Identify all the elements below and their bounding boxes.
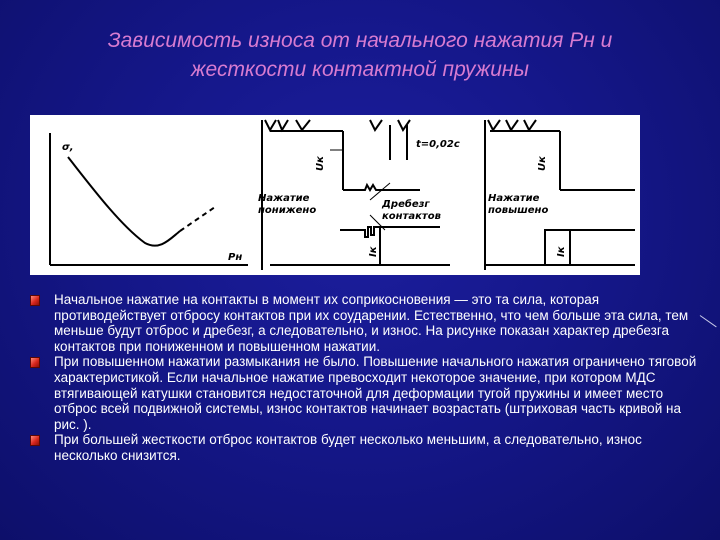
sigma-label: σ, — [62, 142, 74, 153]
bullet-list — [30, 292, 700, 464]
bullet-square-icon — [30, 295, 40, 306]
slide-title-line-1: Зависимость износа от начального нажатия Рн и — [107, 29, 613, 52]
uk-right-label: Uк — [537, 156, 548, 171]
time-interval-label: t=0,02c — [416, 139, 460, 150]
figure-drawing — [30, 115, 640, 275]
low-pulses-top — [265, 120, 310, 130]
high-pulses-top — [488, 120, 536, 130]
wear-curve-solid — [68, 157, 180, 246]
bullet-text: При большей жесткости отброс контактов будет несколько меньшим, а следовательно, износ несколько снизится. — [54, 432, 642, 463]
high-pressure-label-line-1: Нажатие — [488, 193, 540, 204]
bullet-item — [30, 292, 700, 354]
slide-title — [40, 26, 680, 84]
bounce-label-line-2: контактов — [382, 211, 441, 222]
uk-left-label: Uк — [315, 156, 326, 171]
pn-axis-label: Pн — [228, 252, 243, 263]
bounce-label-line-1: Дребезг — [382, 199, 430, 210]
contact-bounce-figure — [30, 115, 640, 275]
wear-curve-dashed — [180, 207, 215, 231]
low-pressure-label-line-2: понижено — [258, 205, 317, 216]
bullet-square-icon — [30, 435, 40, 446]
low-current-trace — [340, 227, 440, 237]
ik-left-label: Iк — [368, 246, 379, 257]
wear-curve-plot — [50, 133, 248, 265]
high-pressure-label-line-2: повышено — [488, 205, 549, 216]
slide-title-line-2: жесткости контактной пружины — [191, 58, 529, 81]
bullet-item — [30, 354, 700, 432]
bullet-square-icon — [30, 357, 40, 368]
ik-right-label: Iк — [556, 246, 567, 257]
bullet-text: Начальное нажатие на контакты в момент их соприкосновения — это та сила, которая противодействует отбросу контактов при их соударении. Естественно, что чем больше эта сила, тем меньше будут отброс и дребезг, а следовательно, и износ. На рисунке показан характер дребезга контактов при пониженном и повышенном нажатии. — [54, 292, 689, 354]
bullet-item — [30, 432, 700, 463]
low-pressure-label-line-1: Нажатие — [258, 193, 310, 204]
decorative-line — [700, 315, 717, 327]
low-voltage-bounce — [343, 185, 420, 190]
bullet-text: При повышенном нажатии размыкания не было. Повышение начального нажатия ограничено тяговой характеристикой. Если начальное нажатие превосходит некоторое значение, при котором МДС втягивающей катушки становится недостаточной для деформации тугой пружины и имеет место отброс всей подвижной системы, износ контактов начинает возрастать (штриховая часть кривой на рис. ). — [54, 354, 697, 432]
